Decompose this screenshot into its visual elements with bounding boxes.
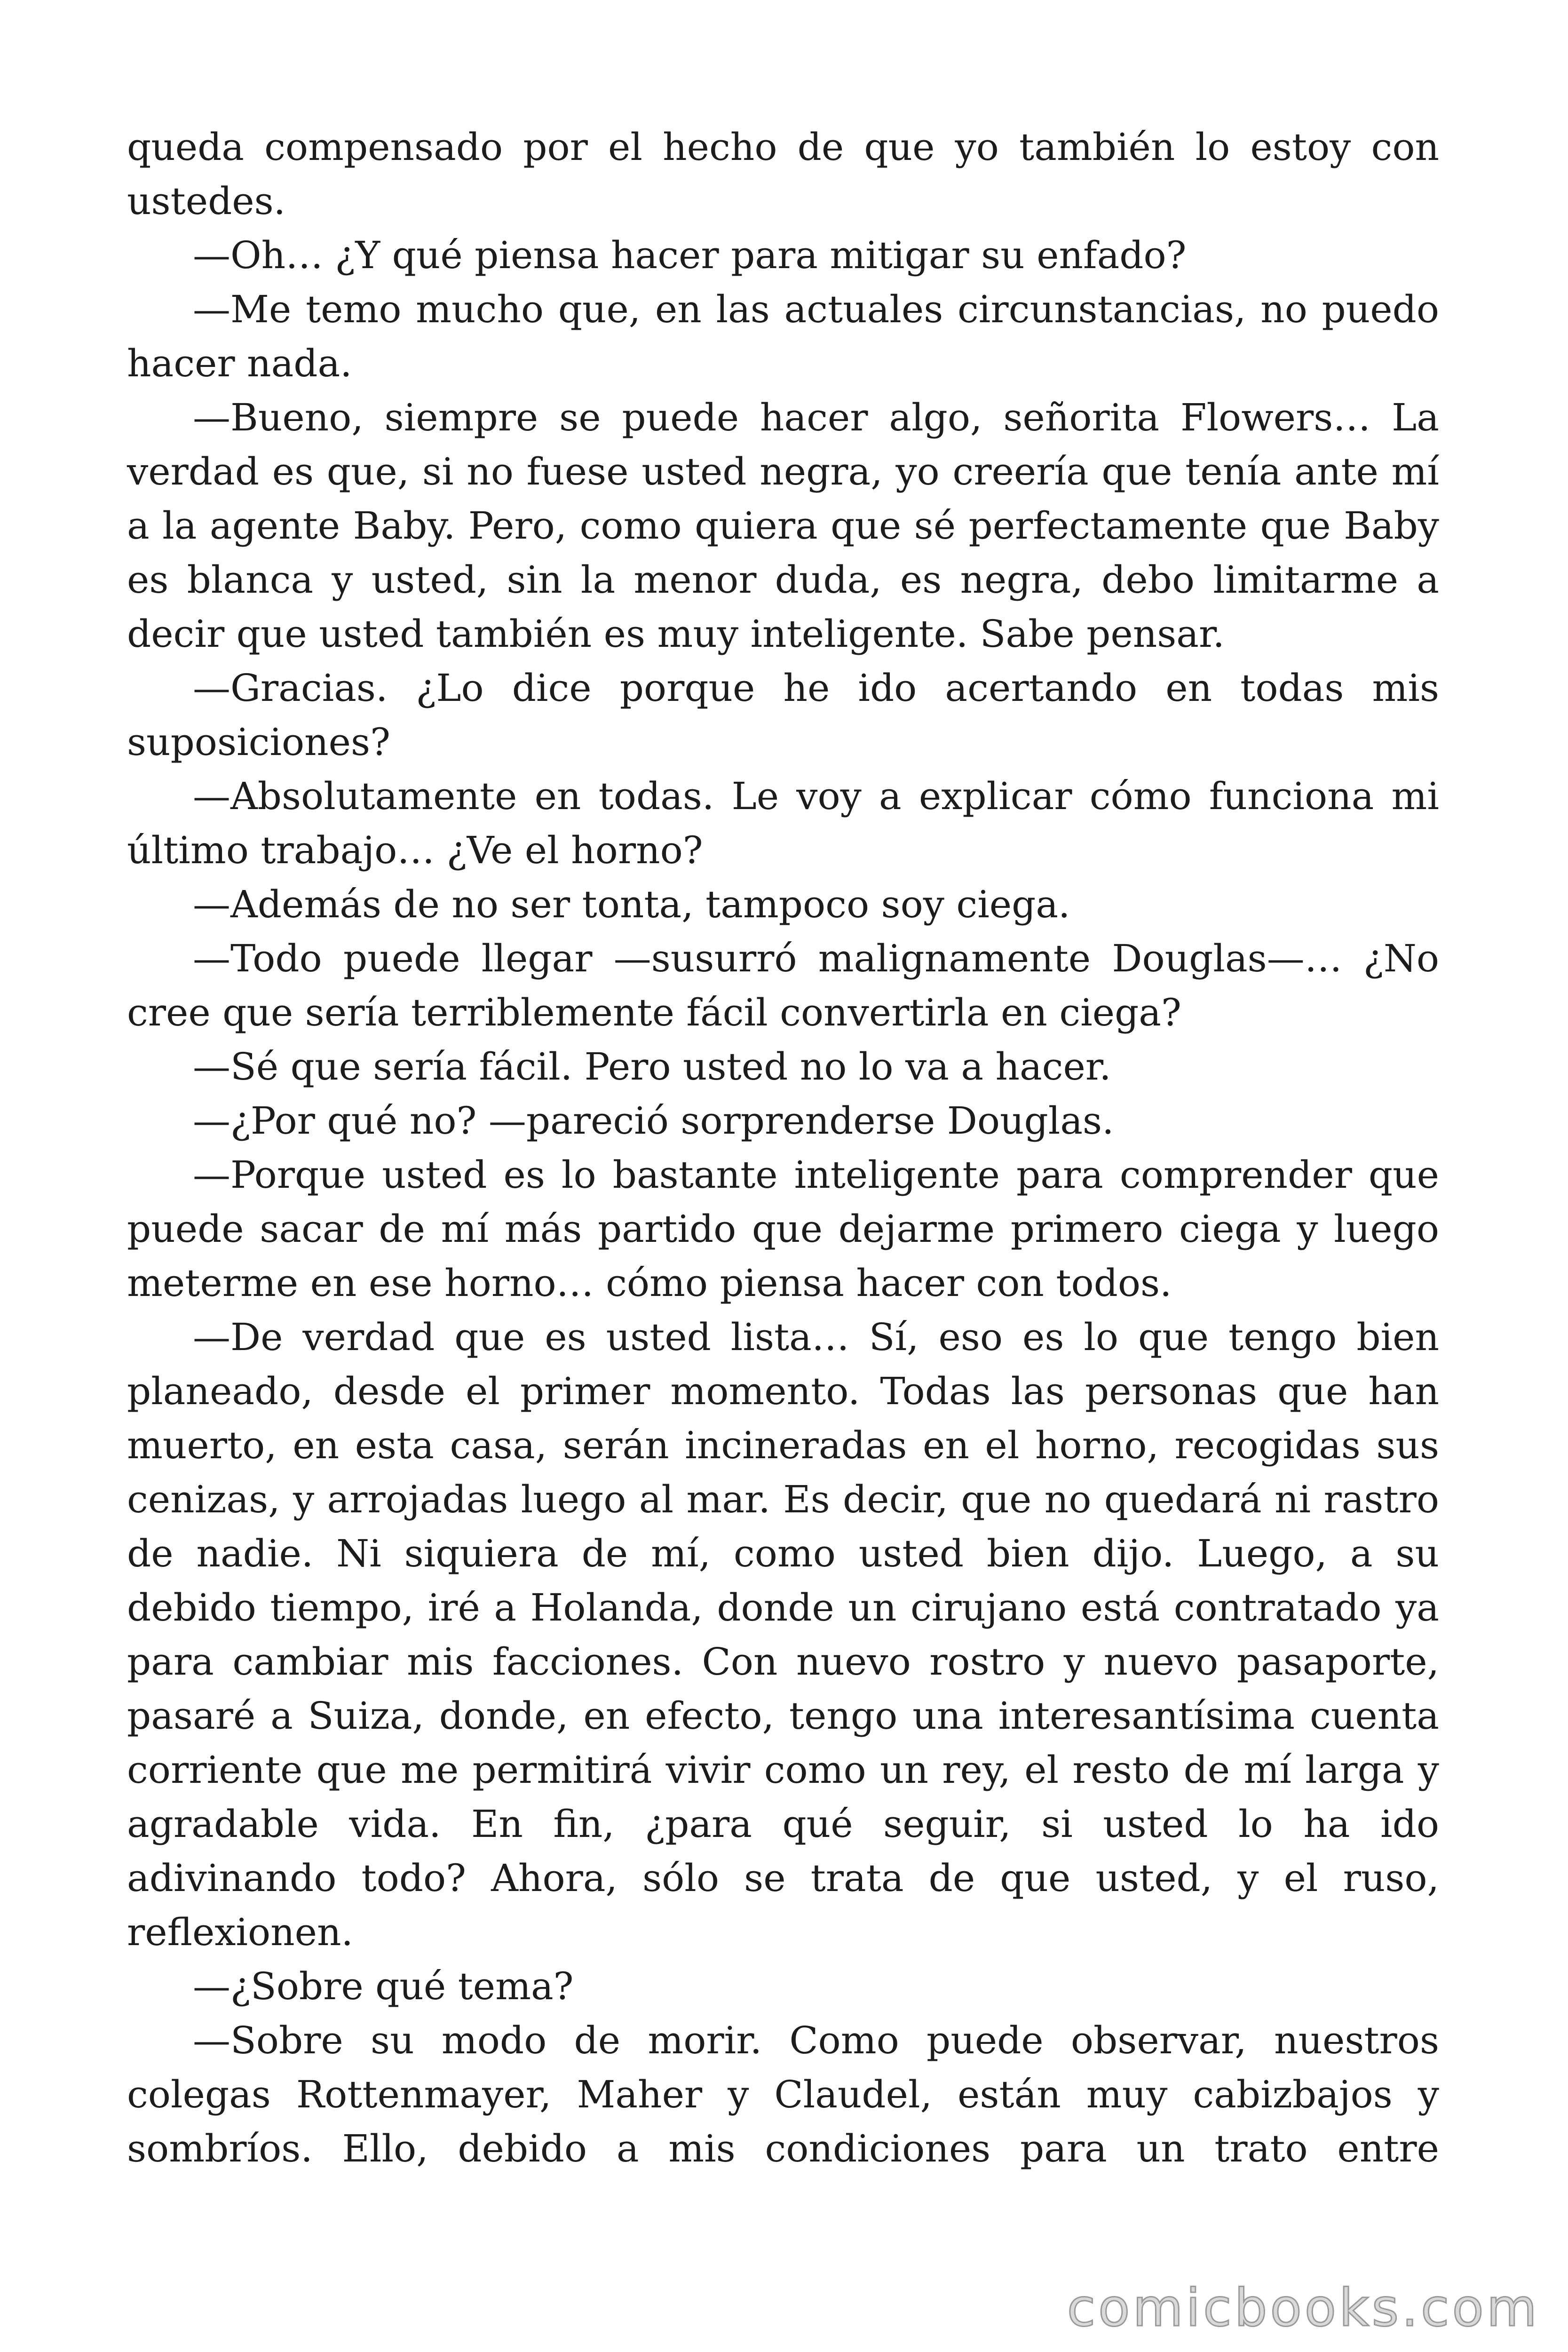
site-watermark: comicbooks.com — [1067, 2278, 1540, 2338]
paragraph: —Todo puede llegar —susurró malignamente Douglas—… ¿No cree que sería terriblemente fácil convertirla en ciega? — [127, 937, 1439, 1034]
paragraph: —Absolutamente en todas. Le voy a explicar cómo funciona mi último trabajo… ¿Ve el horno? — [127, 774, 1439, 872]
paragraph: —Bueno, siempre se puede hacer algo, señorita Flowers… La verdad es que, si no fuese usted negra, yo creería que tenía ante mí a la agente Baby. Pero, como quiera que sé perfectamente que Baby es blanca y usted, sin la menor duda, es negra, debo limitarme a decir que usted también es muy inteligente. Sabe pensar. — [127, 396, 1439, 656]
paragraph: —Porque usted es lo bastante inteligente para comprender que puede sacar de mí más partido que dejarme primero ciega y luego meterme en ese horno… cómo piensa hacer con todos. — [127, 1153, 1439, 1305]
paragraph: —Gracias. ¿Lo dice porque he ido acertando en todas mis suposiciones? — [127, 666, 1439, 764]
paragraph: —¿Por qué no? —pareció sorprenderse Douglas. — [193, 1099, 1114, 1143]
paragraph: —Sé que sería fácil. Pero usted no lo va a hacer. — [193, 1045, 1111, 1089]
body-text — [127, 120, 1439, 2176]
paragraph: —Me temo mucho que, en las actuales circunstancias, no puedo hacer nada. — [127, 287, 1439, 385]
paragraph: —De verdad que es usted lista… Sí, eso es lo que tengo bien planeado, desde el primer momento. Todas las personas que han muerto, en esta casa, serán incineradas en el horno, recogidas sus cenizas, y arrojadas luego al mar. Es decir, que no quedará ni rastro de nadie. Ni siquiera de mí, como usted bien dijo. Luego, a su debido tiempo, iré a Holanda, donde un cirujano está contratado ya para cambiar mis facciones. Con nuevo rostro y nuevo pasaporte, pasaré a Suiza, donde, en efecto, tengo una interesantísima cuenta corriente que me permitirá vivir como un rey, el resto de mí larga y agradable vida. En fin, ¿para qué seguir, si usted lo ha ido adivinando todo? Ahora, sólo se trata de que usted, y el ruso, reflexionen. — [127, 1315, 1439, 1954]
paragraph: —Además de no ser tonta, tampoco soy ciega. — [193, 882, 1070, 926]
paragraph: —¿Sobre qué tema? — [193, 1964, 574, 2008]
paragraph: queda compensado por el hecho de que yo también lo estoy con ustedes. — [127, 125, 1439, 223]
paragraph: —Oh… ¿Y qué piensa hacer para mitigar su enfado? — [193, 233, 1187, 277]
paragraph: —Sobre su modo de morir. Como puede observar, nuestros colegas Rottenmayer, Maher y Claudel, están muy cabizbajos y sombríos. Ello, debido a mis condiciones para un trato entre — [127, 2018, 1439, 2170]
